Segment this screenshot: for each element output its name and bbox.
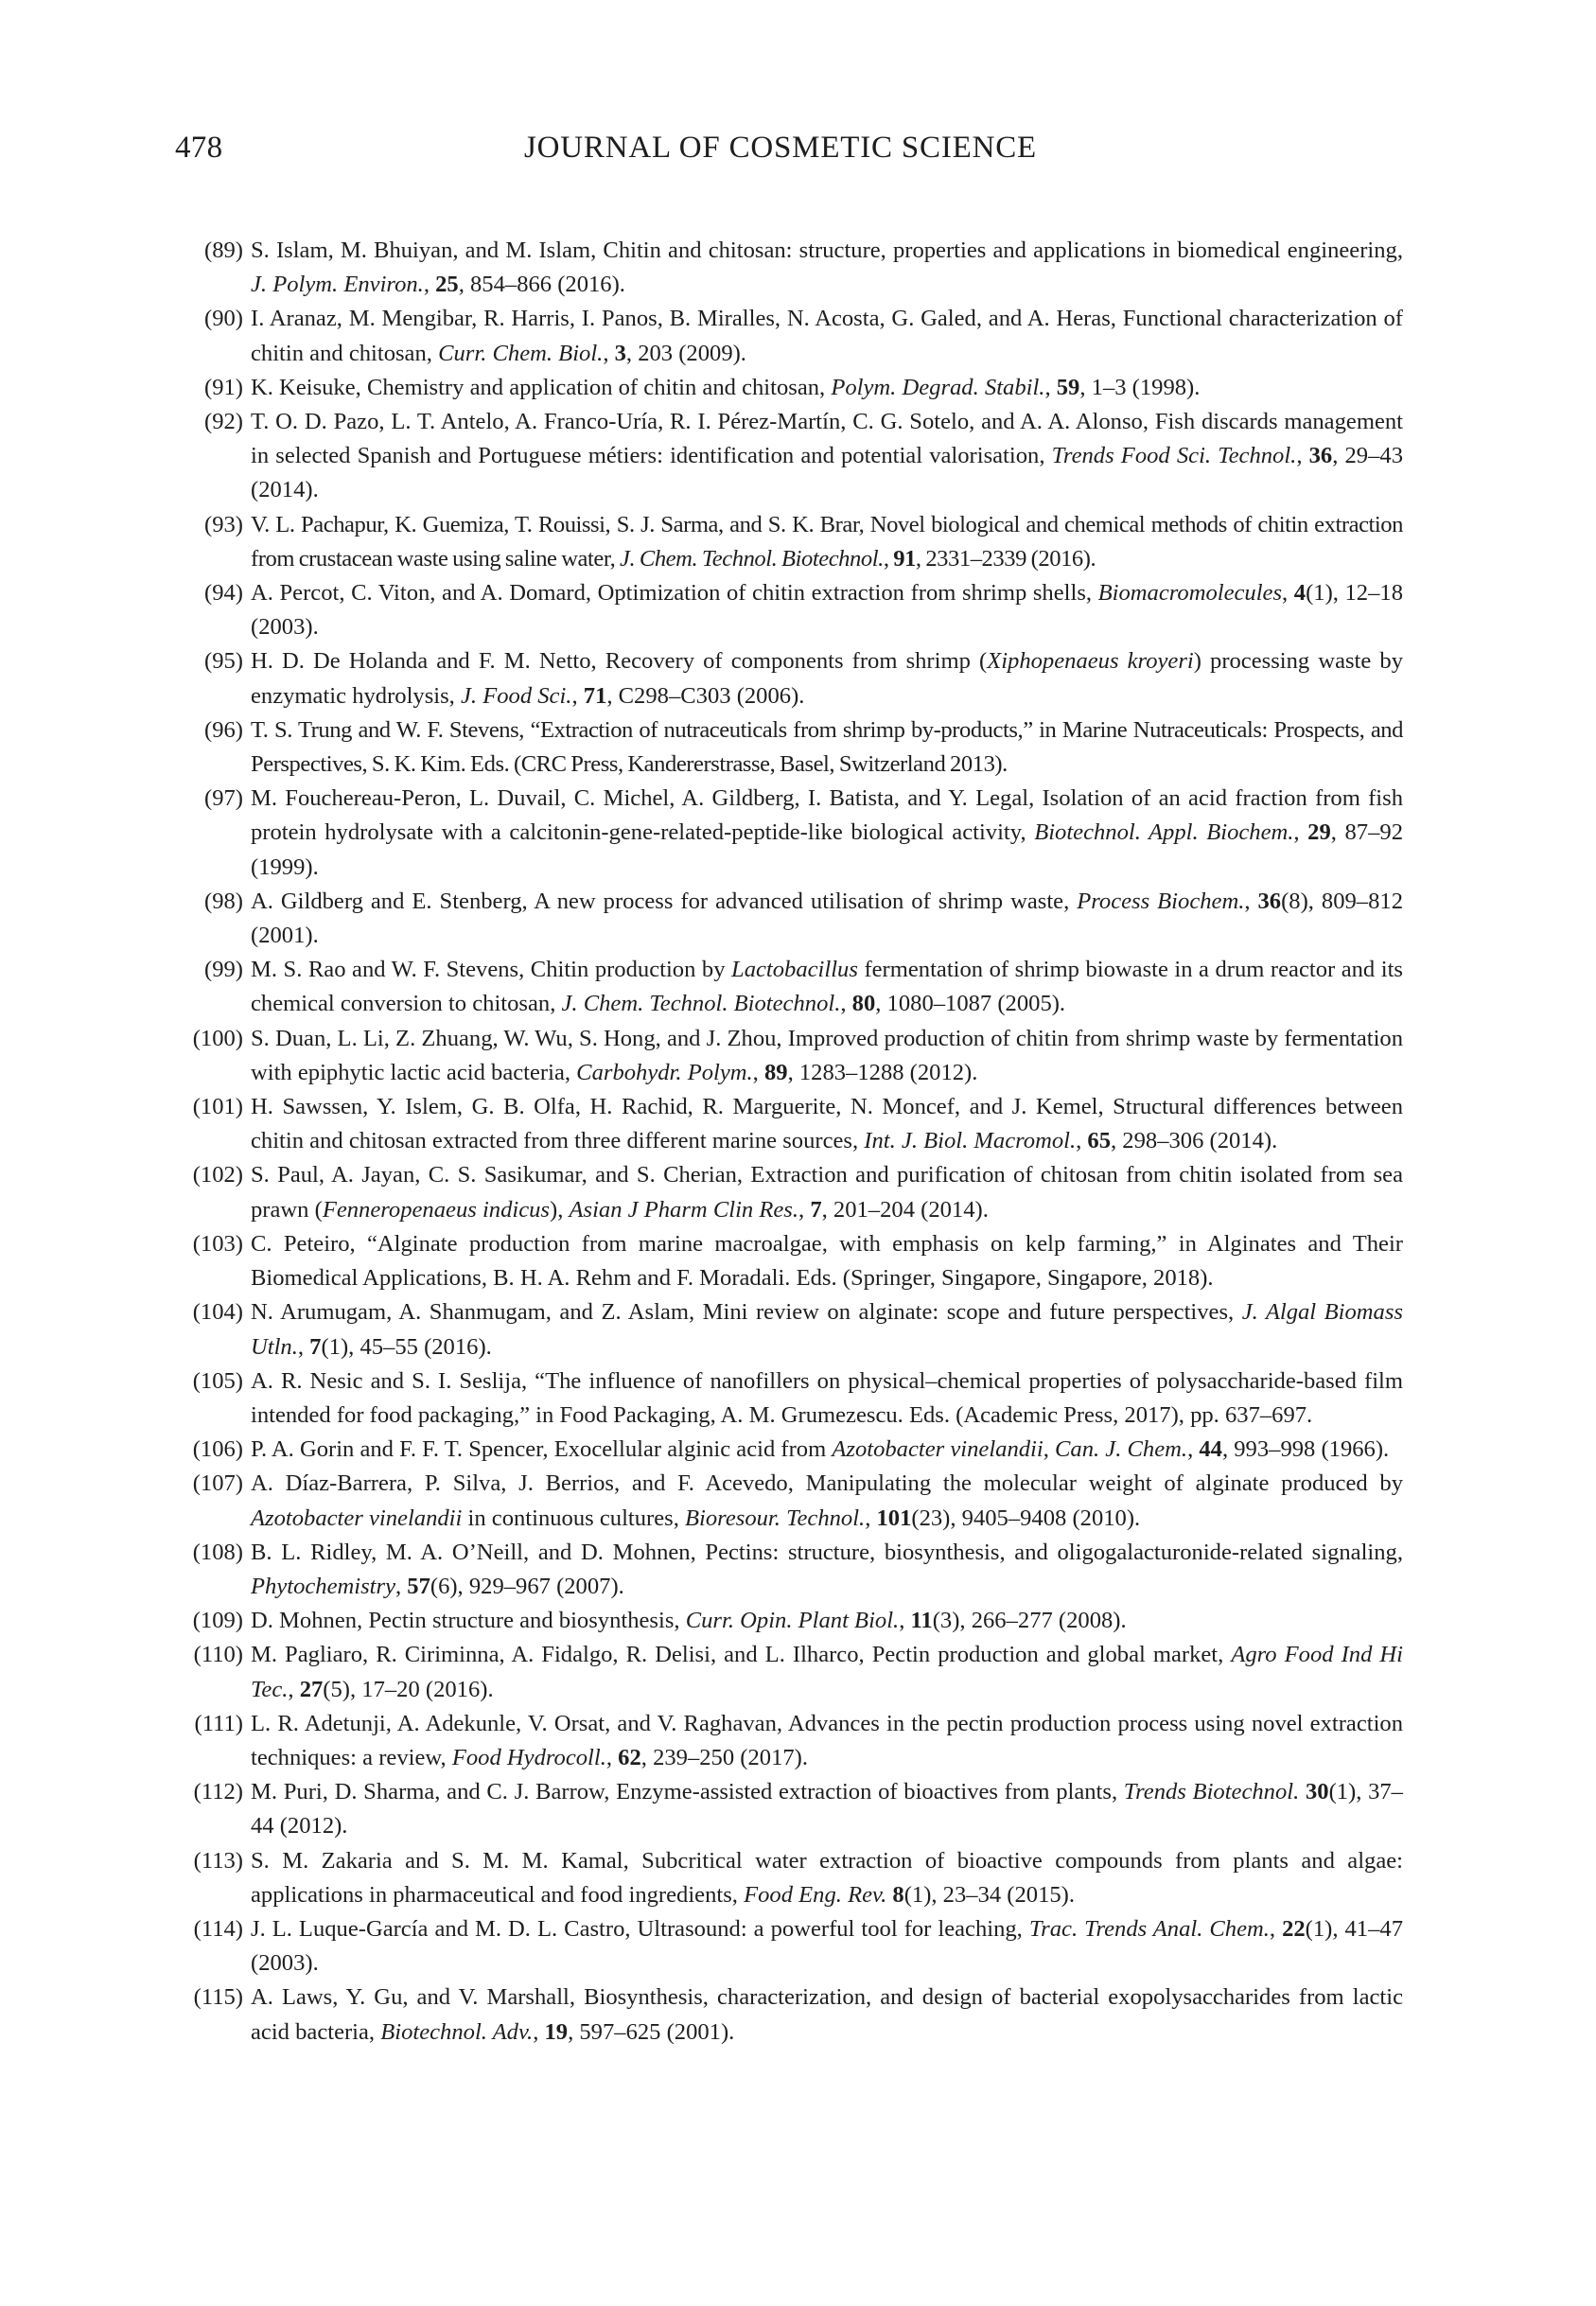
reference-number: (95) xyxy=(204,648,243,675)
reference-number: (89) xyxy=(204,238,243,263)
reference-text: C. Peteiro, “Alginate production from marine macroalgae, with emphasis on kelp farming,” in Alginates and Their Biomedical Applications, B. H. A. Rehm and F. Moradali. Eds. (Springer, Singapore, Singapore, 2018). xyxy=(251,1230,1403,1292)
reference-item xyxy=(166,1158,1403,1226)
reference-item xyxy=(166,1090,1403,1158)
reference-text: L. R. Adetunji, A. Adekunle, V. Orsat, and V. Raghavan, Advances in the pectin production process using novel extraction techniques: a review, Food Hydrocoll., 62, 239–250 (2017). xyxy=(251,1710,1403,1770)
reference-number: (110) xyxy=(193,1642,243,1668)
reference-item xyxy=(166,1433,1403,1467)
reference-item xyxy=(166,1844,1403,1912)
reference-number: (111) xyxy=(194,1710,243,1736)
reference-text: D. Mohnen, Pectin structure and biosynthesis, Curr. Opin. Plant Biol., 11(3), 266–277 (2008). xyxy=(251,1608,1127,1634)
reference-number: (102) xyxy=(192,1162,243,1188)
reference-number: (93) xyxy=(204,511,243,537)
reference-text: A. Laws, Y. Gu, and V. Marshall, Biosynthesis, characterization, and design of bacterial exopolysaccharides from lactic acid bacteria, Biotechnol. Adv., 19, 597–625 (2001). xyxy=(251,1984,1403,2045)
reference-text: T. O. D. Pazo, L. T. Antelo, A. Franco-Uría, R. I. Pérez-Martín, C. G. Sotelo, and A. A. Alonso, Fish discards management in selected Spanish and Portuguese métiers: identification and potential valorisation, Trends Food Sci. Technol., 36, 29–43 (2014). xyxy=(251,409,1403,503)
reference-item xyxy=(166,1707,1403,1775)
reference-item xyxy=(166,234,1403,302)
reference-number: (96) xyxy=(204,716,243,743)
reference-number: (105) xyxy=(192,1367,243,1394)
reference-item xyxy=(166,1364,1403,1433)
reference-text: T. S. Trung and W. F. Stevens, “Extraction of nutraceuticals from shrimp by-products,” in Marine Nutraceuticals: Prospects, and Perspectives, S. K. Kim. Eds. (CRC Press, Kandererstrasse, Basel, Switzerland 2013). xyxy=(251,716,1403,778)
reference-text: K. Keisuke, Chemistry and application of chitin and chitosan, Polym. Degrad. Stabil., 59, 1–3 (1998). xyxy=(251,374,1201,400)
running-title: JOURNAL OF COSMETIC SCIENCE xyxy=(523,131,1037,165)
reference-list xyxy=(166,234,1403,2050)
reference-number: (91) xyxy=(204,374,243,400)
reference-item xyxy=(166,1022,1403,1090)
reference-number: (108) xyxy=(192,1539,243,1565)
reference-item xyxy=(166,644,1403,713)
reference-item xyxy=(166,953,1403,1021)
reference-text: M. S. Rao and W. F. Stevens, Chitin production by Lactobacillus fermentation of shrimp biowaste in a drum reactor and its chemical conversion to chitosan, J. Chem. Technol. Biotechnol., 80, 1080–1087 (2005). xyxy=(251,957,1403,1017)
reference-text: A. Gildberg and E. Stenberg, A new process for advanced utilisation of shrimp waste, Process Biochem., 36(8), 809–812 (2001). xyxy=(251,888,1403,949)
reference-item xyxy=(166,1604,1403,1638)
reference-item xyxy=(166,1912,1403,1980)
reference-text: S. Duan, L. Li, Z. Zhuang, W. Wu, S. Hong, and J. Zhou, Improved production of chitin from shrimp waste by fermentation with epiphytic lactic acid bacteria, Carbohydr. Polym., 89, 1283–1288 (2012). xyxy=(251,1025,1403,1085)
reference-text: P. A. Gorin and F. F. T. Spencer, Exocellular alginic acid from Azotobacter vinelandii, Can. J. Chem., 44, 993–998 (1966). xyxy=(251,1436,1390,1463)
reference-text: A. R. Nesic and S. I. Seslija, “The influence of nanofillers on physical–chemical properties of polysaccharide-based film intended for food packaging,” in Food Packaging, A. M. Grumezescu. Eds. (Academic Press, 2017), pp. 637–697. xyxy=(251,1367,1403,1428)
reference-text: A. Percot, C. Viton, and A. Domard, Optimization of chitin extraction from shrimp shells, Biomacromolecules, 4(1), 12–18 (2003). xyxy=(251,580,1403,641)
reference-number: (104) xyxy=(192,1299,243,1326)
reference-item xyxy=(166,1980,1403,2049)
reference-number: (92) xyxy=(204,409,243,435)
reference-text: I. Aranaz, M. Mengibar, R. Harris, I. Panos, B. Miralles, N. Acosta, G. Galed, and A. Heras, Functional characterization of chitin and chitosan, Curr. Chem. Biol., 3, 203 (2009). xyxy=(251,306,1403,366)
reference-item xyxy=(166,576,1403,644)
reference-text: N. Arumugam, A. Shanmugam, and Z. Aslam, Mini review on alginate: scope and future perspectives, J. Algal Biomass Utln., 7(1), 45–55 (2016). xyxy=(251,1299,1403,1360)
reference-number: (103) xyxy=(192,1230,243,1257)
reference-text: S. Paul, A. Jayan, C. S. Sasikumar, and S. Cherian, Extraction and purification of chitosan from chitin isolated from sea prawn (Fenneropenaeus indicus), Asian J Pharm Clin Res., 7, 201–204 (2014). xyxy=(251,1162,1403,1223)
reference-item xyxy=(166,1295,1403,1364)
reference-text: S. M. Zakaria and S. M. M. Kamal, Subcritical water extraction of bioactive compounds from plants and algae: applications in pharmaceutical and food ingredients, Food Eng. Rev. 8(1), 23–34 (2015). xyxy=(251,1847,1403,1908)
reference-text: B. L. Ridley, M. A. O’Neill, and D. Mohnen, Pectins: structure, biosynthesis, and oligogalacturonide-related signaling, Phytochemistry, 57(6), 929–967 (2007). xyxy=(251,1539,1403,1599)
reference-text: M. Puri, D. Sharma, and C. J. Barrow, Enzyme-assisted extraction of bioactives from plants, Trends Biotechnol. 30(1), 37–44 (2012). xyxy=(251,1779,1403,1840)
reference-number: (97) xyxy=(204,785,243,812)
reference-text: H. D. De Holanda and F. M. Netto, Recovery of components from shrimp (Xiphopenaeus kroyeri) processing waste by enzymatic hydrolysis, J. Food Sci., 71, C298–C303 (2006). xyxy=(251,648,1404,709)
reference-item xyxy=(166,302,1403,370)
reference-item xyxy=(166,1536,1403,1604)
reference-item xyxy=(166,371,1403,405)
reference-number: (101) xyxy=(192,1094,243,1120)
reference-number: (99) xyxy=(204,957,243,983)
reference-item xyxy=(166,1467,1403,1535)
reference-number: (94) xyxy=(204,580,243,607)
page-number: 478 xyxy=(175,131,223,165)
reference-text: J. L. Luque-García and M. D. L. Castro, Ultrasound: a powerful tool for leaching, Trac. Trends Anal. Chem., 22(1), 41–47 (2003). xyxy=(251,1915,1403,1977)
reference-item xyxy=(166,405,1403,508)
reference-item xyxy=(166,713,1403,782)
reference-number: (113) xyxy=(193,1847,243,1874)
reference-item xyxy=(166,508,1403,576)
reference-text: V. L. Pachapur, K. Guemiza, T. Rouissi, S. J. Sarma, and S. K. Brar, Novel biological and chemical methods of chitin extraction from crustacean waste using saline water, J. Chem. Technol. Biotechnol., 91, 2331–2339 (2016). xyxy=(251,511,1403,572)
reference-item xyxy=(166,1638,1403,1706)
reference-number: (98) xyxy=(204,888,243,914)
reference-item xyxy=(166,1227,1403,1295)
reference-text: H. Sawssen, Y. Islem, G. B. Olfa, H. Rachid, R. Marguerite, N. Moncef, and J. Kemel, Structural differences between chitin and chitosan extracted from three different marine sources, Int. J. Biol. Macromol., 65, 298–306 (2014). xyxy=(251,1094,1403,1154)
reference-number: (109) xyxy=(192,1608,243,1634)
reference-text: M. Pagliaro, R. Ciriminna, A. Fidalgo, R. Delisi, and L. Ilharco, Pectin production and global market, Agro Food Ind Hi Tec., 27(5), 17–20 (2016). xyxy=(251,1642,1403,1702)
reference-text: M. Fouchereau-Peron, L. Duvail, C. Michel, A. Gildberg, I. Batista, and Y. Legal, Isolation of an acid fraction from fish protein hydrolysate with a calcitonin-gene-related-peptide-like biological activity, Biotechnol. Appl. Biochem., 29, 87–92 (1999). xyxy=(251,785,1403,880)
reference-item xyxy=(166,782,1403,885)
reference-text: S. Islam, M. Bhuiyan, and M. Islam, Chitin and chitosan: structure, properties and applications in biomedical engineering, J. Polym. Environ., 25, 854–866 (2016). xyxy=(251,238,1403,298)
reference-number: (100) xyxy=(192,1025,243,1051)
reference-number: (114) xyxy=(193,1915,243,1942)
reference-number: (107) xyxy=(192,1470,243,1497)
reference-number: (90) xyxy=(204,306,243,332)
reference-number: (115) xyxy=(193,1984,243,2011)
reference-item xyxy=(166,1775,1403,1843)
reference-text: A. Díaz-Barrera, P. Silva, J. Berrios, and F. Acevedo, Manipulating the molecular weight of alginate produced by Azotobacter vinelandii in continuous cultures, Bioresour. Technol., 101(23), 9405–9408 (2010). xyxy=(251,1470,1403,1531)
page-header xyxy=(175,123,1386,170)
reference-number: (106) xyxy=(192,1436,243,1463)
reference-number: (112) xyxy=(193,1779,243,1805)
reference-item xyxy=(166,885,1403,953)
